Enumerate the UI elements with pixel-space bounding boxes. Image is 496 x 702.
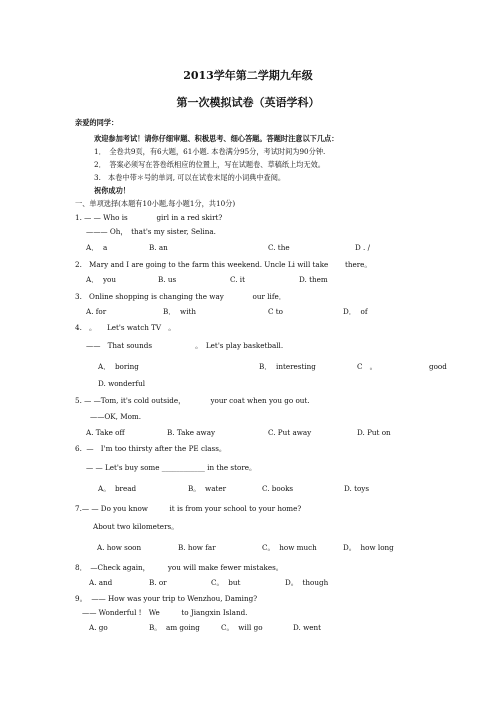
exam-title: 2013学年第二学期九年级: [183, 69, 313, 82]
question-line: — — Let's buy some ____________ in the store。: [86, 463, 257, 472]
question-line: About two kilometers。: [93, 522, 179, 531]
option-c: C 。: [357, 362, 377, 371]
option-d: D。 how long: [343, 543, 394, 552]
note-3: 3. 本卷中带＊号的单词, 可以在试卷末尾的小词典中查阅。: [94, 173, 286, 182]
option-c: C to: [268, 307, 283, 316]
option-b: B. us: [158, 275, 177, 284]
option-b: B。 am going: [149, 623, 200, 632]
option-d: D. Put on: [357, 428, 391, 437]
question-stem: 6. — I'm too thirsty after the PE class。: [75, 444, 227, 453]
option-c-word: good: [429, 362, 447, 371]
option-c: C. the: [268, 243, 290, 252]
option-b: B。 water: [188, 484, 227, 493]
option-b: B. an: [149, 243, 168, 252]
option-d: D. toys: [344, 484, 370, 493]
exam-subtitle: 第一次模拟试卷（英语学科）: [176, 96, 320, 109]
question-stem: 8． —Check again， you will make fewer mistakes。: [75, 563, 283, 572]
option-b: B． with: [163, 307, 197, 316]
question-line: —— That sounds 。 Let's play basketball.: [86, 341, 284, 350]
question-stem: 5. — —Tom, it's cold outside， your coat when you go out.: [75, 396, 310, 405]
question-stem: 9。 —— How was your trip to Wenzhou, Daming?: [75, 594, 258, 603]
option-d: D。 though: [285, 578, 329, 587]
option-c: C。 how much: [262, 543, 317, 552]
question-line: ——— Oh， that's my sister, Selina.: [86, 227, 216, 236]
option-d: D. wonderful: [98, 379, 146, 388]
option-c: C。 will go: [221, 623, 263, 632]
greeting: 亲爱的同学：: [75, 118, 119, 127]
question-stem: 4. 。 Let's watch TV 。: [75, 323, 176, 332]
option-d: D． of: [343, 307, 368, 316]
note-1: 1． 全卷共9页，有6大题，61小题. 本卷满分95分，考试时间为90分钟.: [94, 147, 326, 156]
option-d: D. them: [299, 275, 328, 284]
question-stem: 7.— — Do you know it is from your school to your home?: [75, 504, 302, 513]
option-a: A． boring: [98, 362, 139, 371]
option-a: A. for: [86, 307, 107, 316]
option-b: B. Take away: [167, 428, 216, 437]
option-b: B. or: [149, 578, 167, 587]
option-d: D . /: [355, 243, 371, 252]
option-c: C。 but: [211, 578, 241, 587]
option-a: A． a: [86, 243, 108, 252]
question-stem: 3. Online shopping is changing the way our life．: [75, 292, 286, 301]
option-a: A. Take off: [86, 428, 125, 437]
option-b: B. how far: [178, 543, 216, 552]
option-c: C. it: [230, 275, 245, 284]
welcome-text: 欢迎参加考试！请你仔细审题、积极思考、细心答题。答题时注意以下几点：: [94, 134, 339, 143]
option-c: C. books: [262, 484, 294, 493]
option-d: D. went: [293, 623, 321, 632]
question-line: ——OK, Mom.: [90, 412, 141, 421]
option-a: A. and: [89, 578, 113, 587]
option-a: A． you: [86, 275, 116, 284]
section-heading: 一、单项选择(本题有10小题,每小题1分，共10分): [75, 199, 236, 208]
question-stem: 2. Mary and I are going to the farm this weekend. Uncle Li will take there。: [75, 260, 372, 269]
option-c: C. Put away: [268, 428, 312, 437]
question-stem: 1. — — Who is girl in a red skirt?: [75, 213, 223, 222]
note-2: 2． 答案必须写在答卷纸相应的位置上，写在试题卷、草稿纸上均无效。: [94, 160, 325, 169]
question-line: —— Wonderful ! We to Jiangxin Island.: [82, 608, 248, 617]
option-a: A。 bread: [98, 484, 137, 493]
wish-text: 祝你成功！: [94, 186, 130, 195]
option-a: A. go: [89, 623, 108, 632]
option-b: B． interesting: [259, 362, 316, 371]
option-a: A. how soon: [97, 543, 142, 552]
